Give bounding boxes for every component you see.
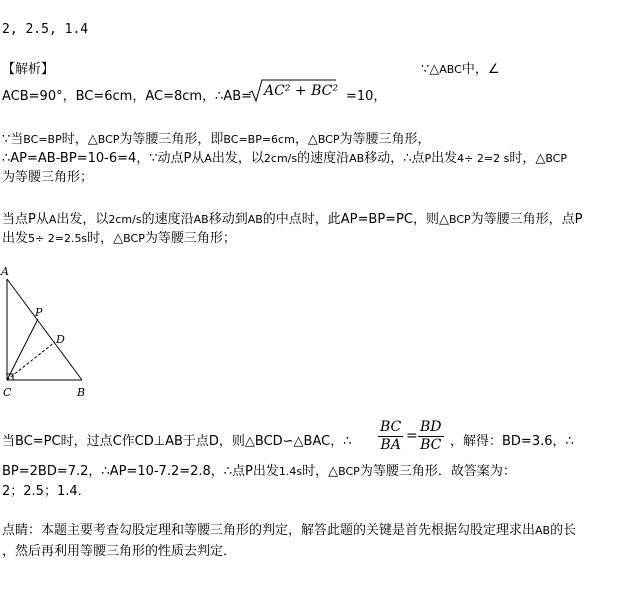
text-run: AB: [349, 152, 365, 165]
vertex-label-b: B: [77, 386, 86, 399]
analysis-tag: 【解析】: [2, 62, 55, 77]
text-run: 2cm/s: [263, 152, 298, 165]
text-run: AB: [193, 213, 209, 226]
para1-line1: [2, 128, 431, 147]
para3-line3: 2；2.5；1.4．: [2, 484, 91, 499]
comment-line1: [2, 519, 576, 538]
fraction-bd-bc: [418, 419, 444, 454]
triangle-intro: [421, 58, 500, 77]
text-run: BC=BP=6cm: [223, 133, 295, 146]
fraction-numerator: BC: [380, 419, 402, 435]
sqrt-expression: [248, 78, 338, 108]
text-run: 的长: [550, 523, 577, 538]
text-run: 为等腰三角形，: [339, 132, 431, 147]
text-run: BCP: [97, 133, 120, 146]
text-run: BCP: [123, 232, 145, 245]
text-run: A: [204, 152, 212, 165]
triangle-figure: [0, 262, 100, 402]
fraction-denominator: BA: [380, 437, 401, 453]
text-run: A: [48, 213, 57, 226]
text-run: P: [424, 152, 432, 165]
fraction-denominator: BC: [420, 437, 442, 453]
answer-line: 2, 2.5, 1.4: [2, 22, 89, 37]
ab-calc-result: =10，: [346, 89, 387, 104]
para1-line2: [2, 147, 567, 166]
fraction-numerator: BD: [420, 419, 442, 435]
text-run: BCP: [448, 213, 471, 226]
segment-cd: [7, 342, 55, 380]
text-run: 的速度沿: [141, 212, 194, 227]
text-run: AB: [247, 213, 263, 226]
comment-line2: ，然后再利用等腰三角形的性质去判定．: [2, 544, 237, 559]
vertex-label-a: A: [1, 265, 9, 278]
equals-sign: =: [406, 428, 418, 444]
para1-line3: 为等腰三角形；: [2, 170, 94, 185]
text-run: BCP: [338, 465, 360, 478]
text-run: 移动，∴点: [364, 151, 425, 166]
text-run: 5÷ 2=2.5s: [28, 232, 88, 245]
text-run: 的速度沿: [297, 151, 350, 166]
para2-line1: [2, 208, 583, 227]
para2-line2: [2, 227, 236, 246]
text-run: 出发，以: [211, 151, 264, 166]
text-run: 当点P从: [2, 212, 49, 227]
fraction-bc-ba: [378, 419, 403, 454]
because-symbol: ∵△: [421, 62, 440, 77]
text-run: 为等腰三角形，即: [119, 132, 224, 147]
para3-line2: [2, 460, 516, 479]
text-run: 出发: [431, 151, 458, 166]
text-run: 时，△: [61, 132, 98, 147]
text-run: BCP: [545, 152, 567, 165]
para3-line1-end: ，解得：BD=3.6，∴: [450, 434, 574, 449]
vertex-label-c: C: [3, 386, 12, 399]
text-run: 为等腰三角形．故答案为：: [359, 464, 516, 479]
angle-intro: 中，∠: [461, 62, 500, 77]
ab-calc-prefix: ACB=90°，BC=6cm，AC=8cm，∴AB=: [2, 89, 253, 104]
text-run: 出发: [2, 231, 29, 246]
text-run: ∵当: [2, 132, 24, 147]
text-run: BCP: [317, 133, 340, 146]
text-run: 4÷ 2=2 s: [457, 152, 510, 165]
text-run: 2cm/s: [108, 213, 142, 226]
text-run: 为等腰三角形；: [144, 231, 236, 246]
text-run: 时，△: [509, 151, 546, 166]
point-label-d: D: [56, 333, 65, 346]
text-run: 的中点时，此AP=BP=PC，则△: [262, 212, 449, 227]
segment-cp: [7, 319, 38, 380]
sqrt-radicand: AC² + BC²: [264, 83, 338, 99]
text-run: 移动到: [208, 212, 248, 227]
text-run: ，△: [294, 132, 318, 147]
text-run: 时，△: [302, 464, 339, 479]
side-ab: [7, 279, 82, 380]
text-run: AB: [535, 524, 551, 537]
text-run: 为等腰三角形，点P: [470, 212, 583, 227]
text-run: 出发，以: [56, 212, 109, 227]
text-run: 点睛：本题主要考查勾股定理和等腰三角形的判定，解答此题的关键是首先根据勾股定理求出: [2, 523, 536, 538]
para3-line1-start: 当BC=PC时，过点C作CD⊥AB于点D，则△BCD∽△BAC，∴: [2, 434, 352, 449]
text-run: BP=2BD=7.2，∴AP=10-7.2=2.8，∴点P出发: [2, 464, 279, 479]
text-run: 时，△: [87, 231, 124, 246]
text-run: BC=BP: [23, 133, 62, 146]
text-run: 1.4s: [278, 465, 303, 478]
text-run: ∴AP=AB-BP=10-6=4，∵动点P从: [2, 151, 205, 166]
point-label-p: P: [35, 306, 43, 319]
triangle-name-abc: ABC: [439, 63, 462, 76]
